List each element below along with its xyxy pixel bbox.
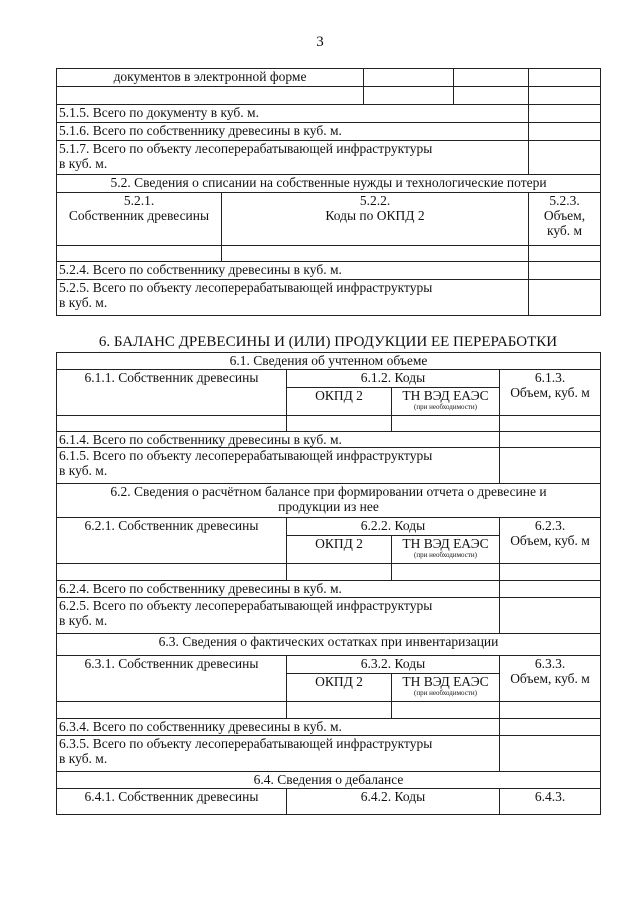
subsection-title: 6.3. Сведения о фактических остатках при инвентаризации <box>57 634 601 656</box>
table-cell <box>500 416 601 432</box>
column-header-okpd: ОКПД 2 <box>287 674 392 702</box>
column-header-volume <box>500 656 601 702</box>
row-text-line: продукции из нее <box>278 499 379 514</box>
column-header-owner: 6.1.1. Собственник древесины <box>57 370 287 416</box>
total-by-document-value <box>529 105 601 123</box>
table-cell <box>364 69 454 87</box>
column-header-codes: 6.3.2. Коды <box>287 656 500 674</box>
table-cell <box>287 702 392 719</box>
total-by-facility-value <box>529 141 601 175</box>
column-number: 5.2.1. <box>123 193 155 208</box>
column-header-okpd: ОКПД 2 <box>287 536 392 564</box>
table-cell <box>57 564 287 581</box>
total-by-owner-label: 6.1.4. Всего по собственнику древесины в куб. м. <box>57 432 500 448</box>
row-text-line: в куб. м. <box>59 295 108 310</box>
section5-table <box>56 68 601 316</box>
column-header-tnved <box>392 388 500 416</box>
footnote-if-needed: (при необходимости) <box>414 403 477 411</box>
column-title: Коды по ОКПД 2 <box>325 208 425 223</box>
column-title: Объем, куб. м <box>510 671 590 686</box>
row-text-line: в куб. м. <box>59 613 108 628</box>
column-header-okpd: ОКПД 2 <box>287 388 392 416</box>
total-by-facility-label <box>57 736 500 772</box>
footnote-if-needed: (при необходимости) <box>414 551 477 559</box>
table-cell <box>500 564 601 581</box>
table-cell <box>57 87 364 105</box>
table-cell <box>57 246 222 262</box>
table-cell <box>364 87 454 105</box>
row-text-line: 6.3.5. Всего по объекту лесоперерабатывающей инфраструктуры <box>59 736 433 751</box>
subsection-title <box>57 484 601 518</box>
column-header-owner: 6.4.1. Собственник древесины <box>57 789 287 815</box>
subsection-title: 5.2. Сведения о списании на собственные нужды и технологические потери <box>57 175 601 193</box>
column-number: 6.1.3. <box>534 370 566 385</box>
column-title: Объем, куб. м <box>510 385 590 400</box>
column-header-codes: 6.1.2. Коды <box>287 370 500 388</box>
table-cell <box>392 702 500 719</box>
total-by-facility-value <box>529 280 601 316</box>
total-by-owner-label: 6.2.4. Всего по собственнику древесины в куб. м. <box>57 581 500 598</box>
total-by-document-label: 5.1.5. Всего по документу в куб. м. <box>57 105 529 123</box>
total-by-facility-label <box>57 141 529 175</box>
total-by-owner-label: 5.1.6. Всего по собственнику древесины в куб. м. <box>57 123 529 141</box>
column-header-volume <box>500 370 601 416</box>
total-by-owner-label: 5.2.4. Всего по собственнику древесины в куб. м. <box>57 262 529 280</box>
total-by-owner-value <box>500 719 601 736</box>
total-by-facility-label <box>57 280 529 316</box>
column-header-owner <box>57 193 222 246</box>
column-title: Собственник древесины <box>68 208 210 223</box>
row-text-line: в куб. м. <box>59 751 108 766</box>
row-text-line: в куб. м. <box>59 156 108 171</box>
doc-electronic-form-label: документов в электронной форме <box>57 69 364 87</box>
row-text-line: в куб. м. <box>59 463 108 478</box>
table-cell <box>392 416 500 432</box>
subsection-title: 6.4. Сведения о дебалансе <box>57 772 601 789</box>
row-text-line: 6.2. Сведения о расчётном балансе при формировании отчета о древесине и <box>110 484 547 499</box>
row-text-line: 5.2.5. Всего по объекту лесоперерабатывающей инфраструктуры <box>59 280 433 295</box>
column-header-codes <box>222 193 529 246</box>
column-header-volume <box>529 193 601 246</box>
table-cell <box>454 87 529 105</box>
subsection-title: 6.1. Сведения об учтенном объеме <box>57 353 601 370</box>
column-title: Объем, <box>543 208 586 223</box>
column-title: ТН ВЭД ЕАЭС <box>402 674 489 689</box>
column-number: 6.3.3. <box>534 656 566 671</box>
total-by-facility-label <box>57 598 500 634</box>
table-cell <box>57 416 287 432</box>
total-by-owner-value <box>529 262 601 280</box>
row-text-line: 5.1.7. Всего по объекту лесоперерабатывающей инфраструктуры <box>59 141 433 156</box>
column-header-owner: 6.3.1. Собственник древесины <box>57 656 287 702</box>
column-header-volume: 6.4.3. <box>500 789 601 815</box>
total-by-owner-value <box>529 123 601 141</box>
page-number: 3 <box>316 34 324 50</box>
column-number: 5.2.3. <box>549 193 580 208</box>
footnote-if-needed: (при необходимости) <box>414 689 477 697</box>
table-cell <box>529 87 601 105</box>
table-cell <box>529 246 601 262</box>
column-title: ТН ВЭД ЕАЭС <box>402 536 489 551</box>
table-cell <box>454 69 529 87</box>
section-6-title: 6. БАЛАНС ДРЕВЕСИНЫ И (ИЛИ) ПРОДУКЦИИ ЕЕ ПЕРЕРАБОТКИ <box>98 334 558 350</box>
section6-table <box>56 352 601 815</box>
total-by-facility-value <box>500 736 601 772</box>
total-by-owner-value <box>500 432 601 448</box>
total-by-facility-value <box>500 598 601 634</box>
table-cell <box>222 246 529 262</box>
row-text-line: 6.2.5. Всего по объекту лесоперерабатывающей инфраструктуры <box>59 598 433 613</box>
column-header-tnved <box>392 536 500 564</box>
column-header-volume <box>500 518 601 564</box>
table-cell <box>287 564 392 581</box>
column-title: ТН ВЭД ЕАЭС <box>402 388 489 403</box>
row-text-line: 6.1.5. Всего по объекту лесоперерабатывающей инфраструктуры <box>59 448 433 463</box>
table-cell <box>500 702 601 719</box>
table-cell <box>529 69 601 87</box>
total-by-owner-label: 6.3.4. Всего по собственнику древесины в куб. м. <box>57 719 500 736</box>
column-number: 5.2.2. <box>359 193 391 208</box>
table-cell <box>57 702 287 719</box>
column-number: 6.2.3. <box>534 518 566 533</box>
total-by-facility-value <box>500 448 601 484</box>
column-header-codes: 6.2.2. Коды <box>287 518 500 536</box>
total-by-owner-value <box>500 581 601 598</box>
column-header-codes: 6.4.2. Коды <box>287 789 500 815</box>
column-header-owner: 6.2.1. Собственник древесины <box>57 518 287 564</box>
column-title: Объем, куб. м <box>510 533 590 548</box>
column-title: куб. м <box>546 223 583 238</box>
total-by-facility-label <box>57 448 500 484</box>
table-cell <box>287 416 392 432</box>
table-cell <box>392 564 500 581</box>
column-header-tnved <box>392 674 500 702</box>
